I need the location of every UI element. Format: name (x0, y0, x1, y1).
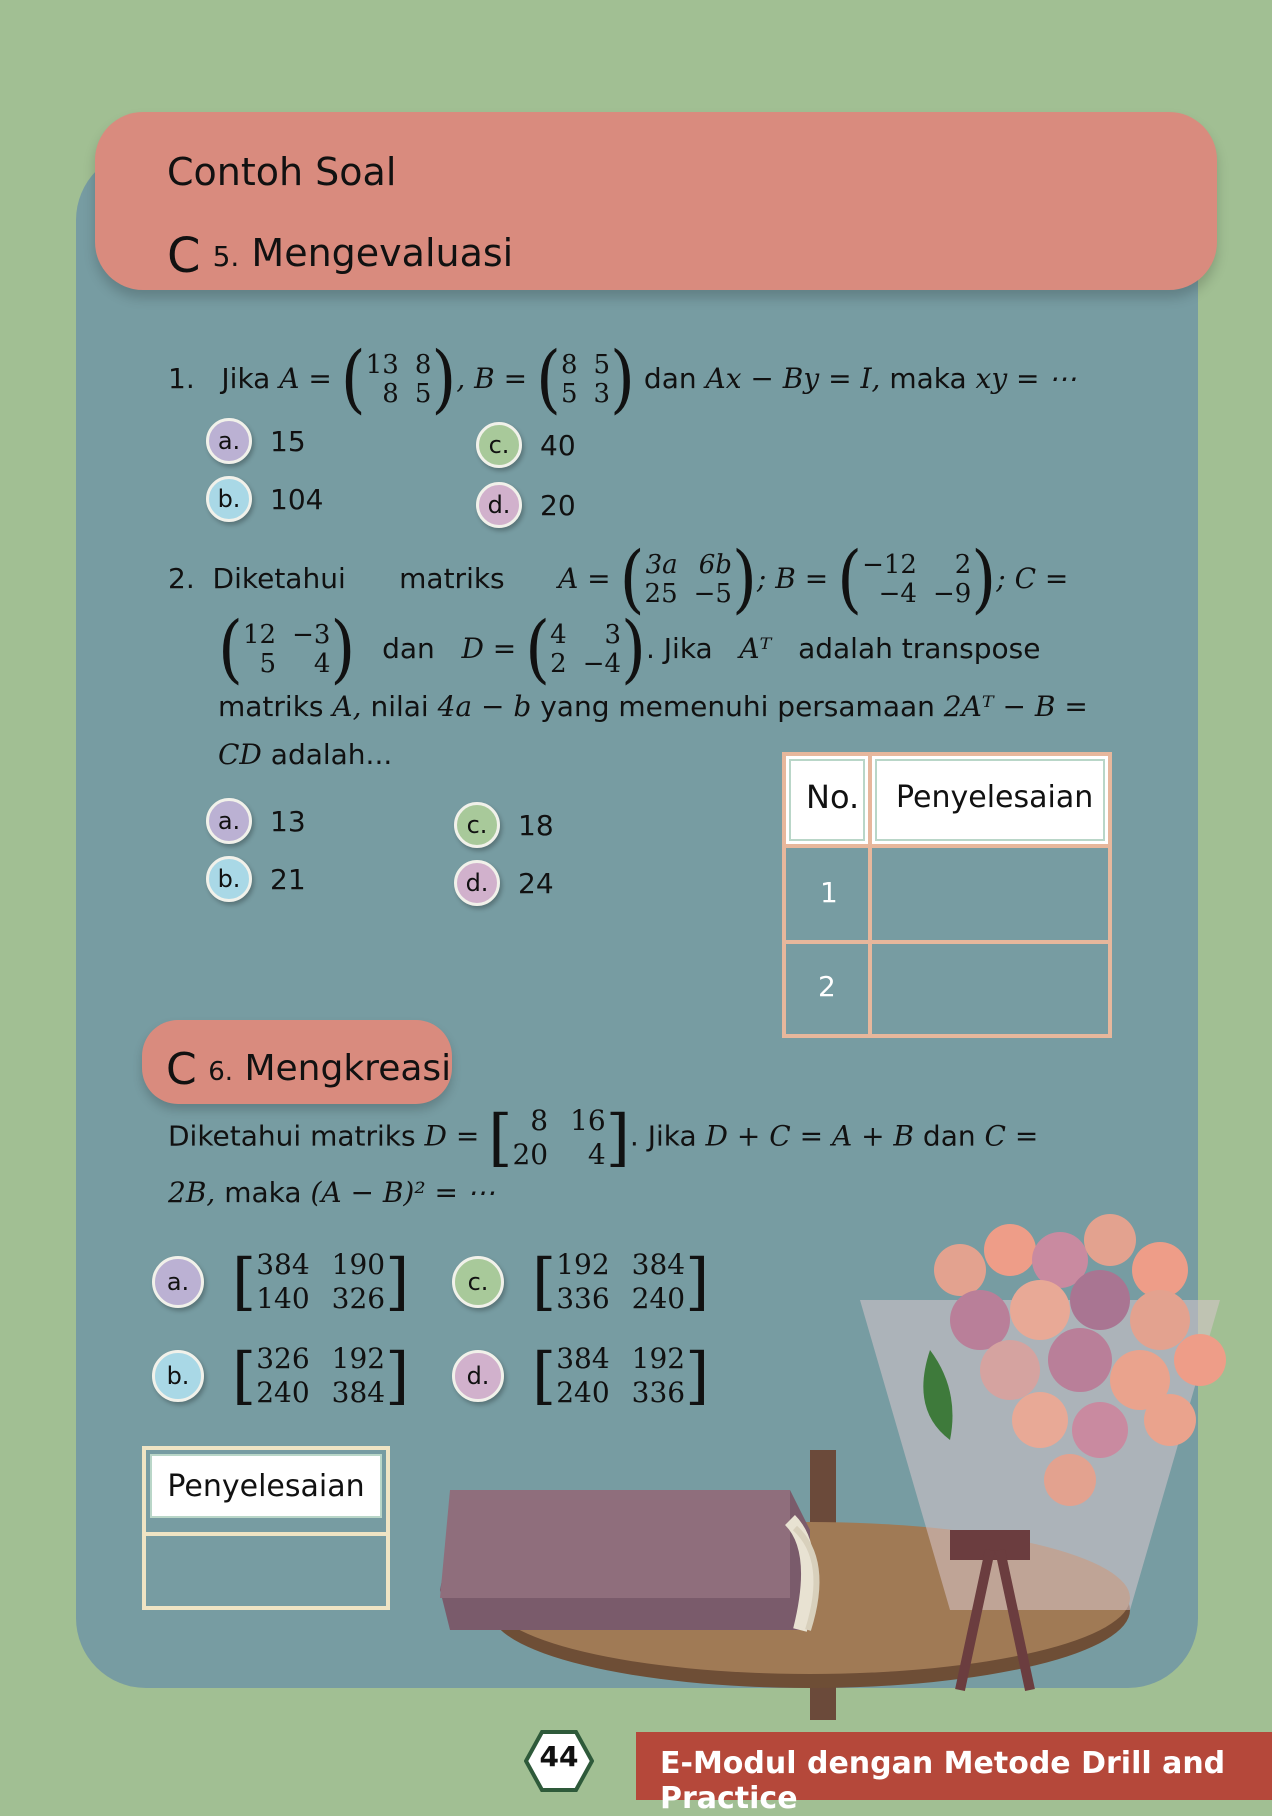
option-bubble: c. (476, 422, 522, 468)
matrix-b: ( −12 2 −4 −9 ) (837, 537, 997, 623)
option-bubble: a. (206, 418, 252, 464)
solution-box (142, 1446, 390, 1610)
solution-header: Penyelesaian (150, 1454, 382, 1518)
q1-option-b[interactable]: b. 104 (206, 476, 323, 522)
matrix-d: [ 8 16 20 4 ] (488, 1100, 630, 1174)
q2-option-a[interactable]: a. 13 (206, 798, 306, 844)
matrix-a: ( 3a 6b 25 −5 ) (619, 537, 757, 623)
q1-option-d[interactable]: d. 20 (476, 482, 576, 528)
option-bubble: a. (206, 798, 252, 844)
option-bubble: d. (454, 860, 500, 906)
matrix-c: ( 12 −3 5 4 ) (218, 607, 356, 693)
q2-option-d[interactable]: d. 24 (454, 860, 554, 906)
section-title: C 5. Mengevaluasi (167, 228, 514, 284)
question-2-line-2: ( 12 −3 5 4 ) dan D = ( 4 3 2 −4 ) . Jika Aᵀ adalah transpose (218, 607, 1041, 693)
header-banner (95, 112, 1217, 290)
q3-option-c[interactable]: c. [ 192 384 336 240 ] (452, 1248, 709, 1315)
book-icon (440, 1490, 816, 1630)
page-number: 44 (539, 1740, 579, 1773)
option-bubble: b. (206, 476, 252, 522)
page-title: Contoh Soal (167, 150, 397, 194)
table-cell-answer[interactable] (868, 844, 1112, 944)
option-bubble: d. (476, 482, 522, 528)
question-2-line-3: matriks A, nilai 4a − b yang memenuhi persamaan 2Aᵀ − B = (218, 690, 1088, 723)
option-bubble: b. (206, 856, 252, 902)
q1-option-c[interactable]: c. 40 (476, 422, 576, 468)
matrix-b: ( 8 5 5 3 ) (535, 337, 636, 423)
table-cell-answer[interactable] (868, 940, 1112, 1038)
q1-option-a[interactable]: a. 15 (206, 418, 306, 464)
table-book-bouquet-illustration (390, 1190, 1272, 1730)
question-3-line-2: 2B, maka (A − B)² = ⋯ (168, 1176, 495, 1209)
q2-option-b[interactable]: b. 21 (206, 856, 306, 902)
question-2-line-4: CD adalah... (218, 738, 393, 771)
answer-table: No. Penyelesaian 1 2 (782, 752, 1112, 1038)
footer-title: E-Modul dengan Metode Drill and Practice (660, 1746, 1226, 1816)
option-bubble: c. (454, 802, 500, 848)
section-c6-label: C 6. Mengkreasi (142, 1020, 452, 1104)
matrix-d: ( 4 3 2 −4 ) (525, 607, 646, 693)
question-2-line-1: 2. Diketahui matriks A = ( 3a 6b 25 −5 ) ; B = ( −12 2 −4 −9 ) ; C = (168, 537, 1069, 623)
q3-option-d[interactable]: d. [ 384 192 240 336 ] (452, 1342, 709, 1409)
question-1: 1. Jika A = ( 13 8 8 5 ) , B = ( 8 5 5 3 ) dan Ax − By = I, maka xy = ⋯ (168, 337, 1077, 423)
q3-option-b[interactable]: b. [ 326 192 240 384 ] (152, 1342, 409, 1409)
question-3-line-1: Diketahui matriks D = [ 8 16 20 4 ] . Jika D + C = A + B dan C = (168, 1100, 1039, 1174)
q2-option-c[interactable]: c. 18 (454, 802, 554, 848)
q3-option-a[interactable]: a. [ 384 190 140 326 ] (152, 1248, 409, 1315)
matrix-a: ( 13 8 8 5 ) (340, 337, 457, 423)
